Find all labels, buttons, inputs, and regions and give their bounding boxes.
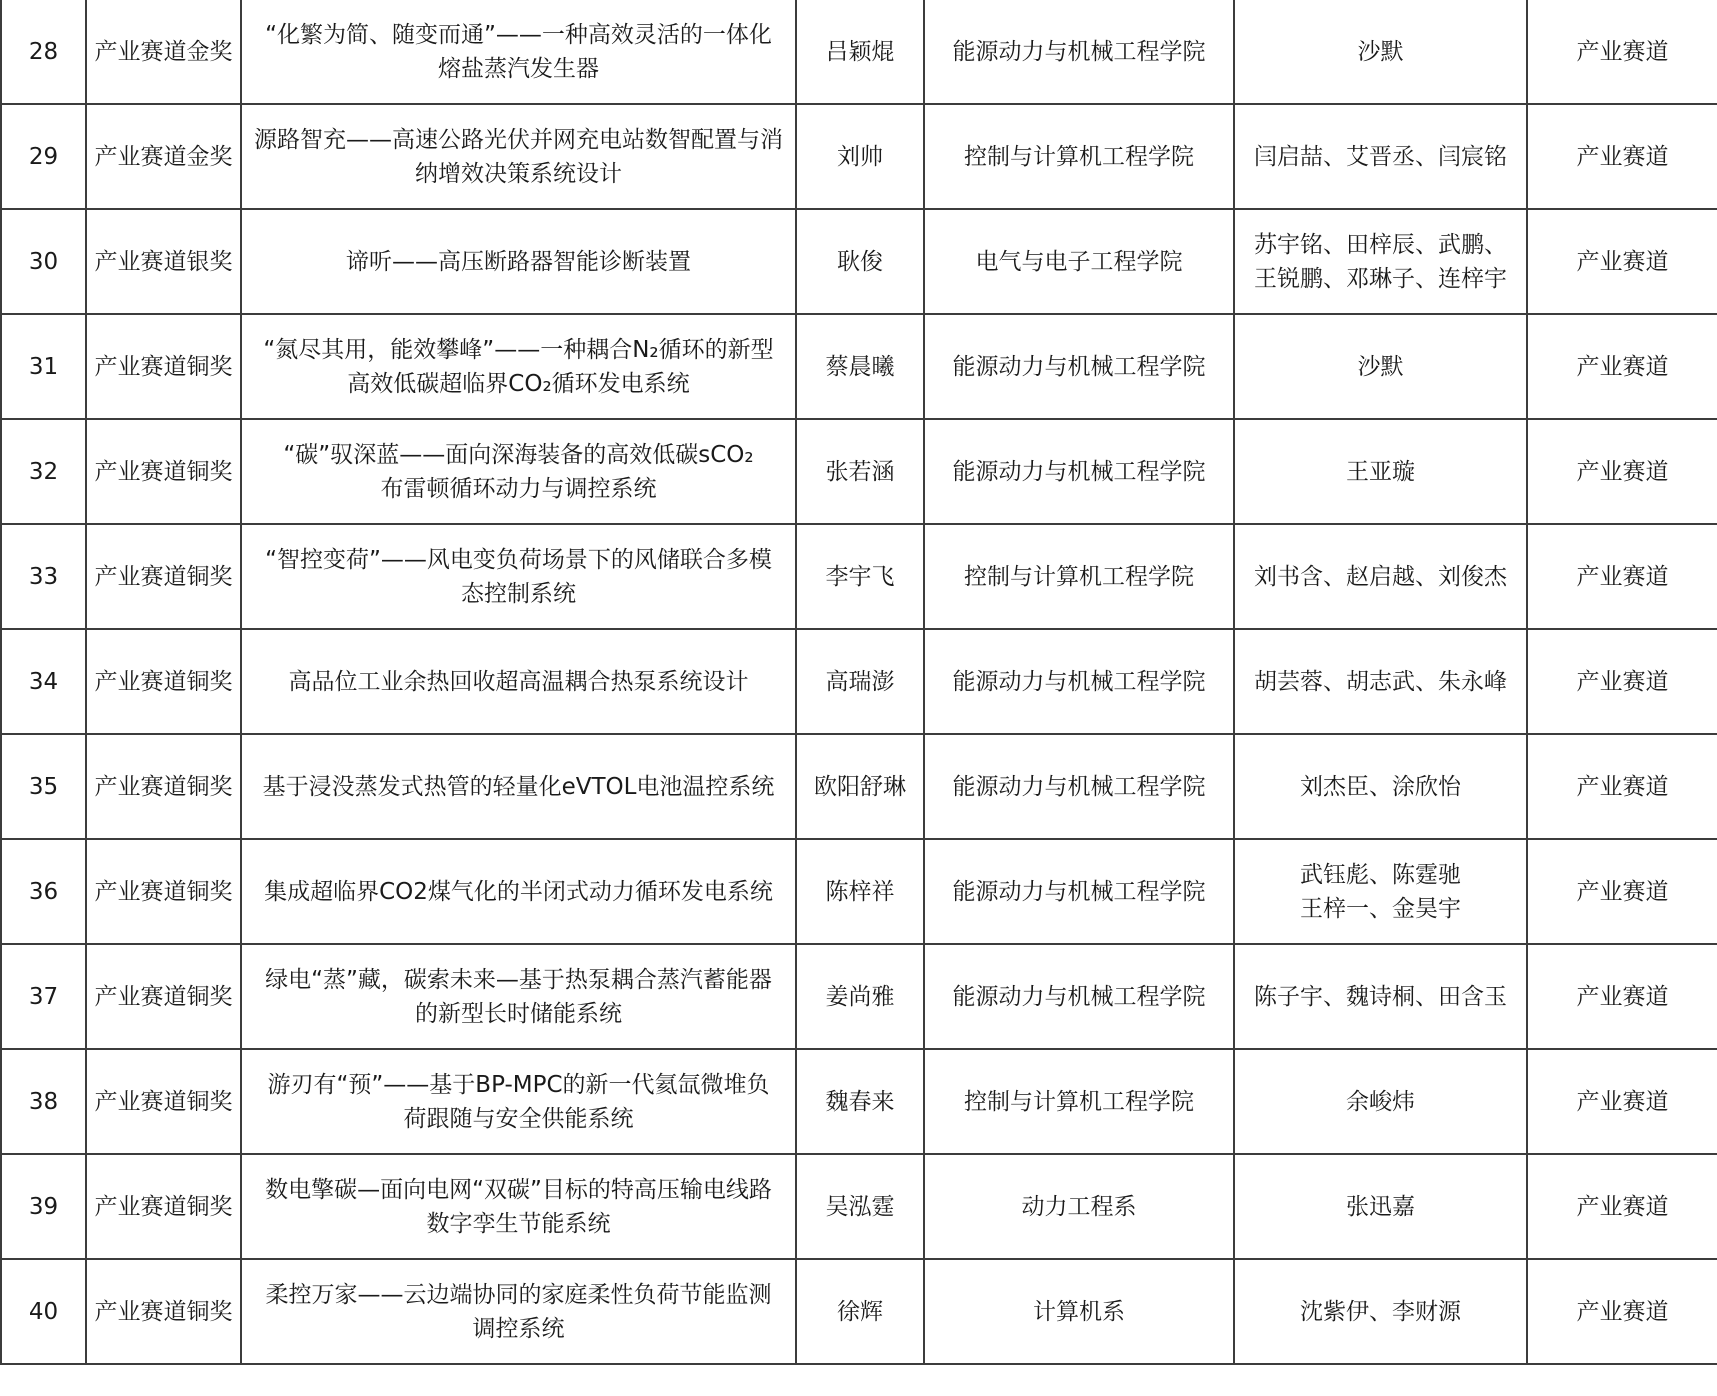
table-row — [1, 524, 1717, 629]
college-cell-text: 能源动力与机械工程学院 — [952, 668, 1206, 695]
project-title-cell — [241, 209, 796, 314]
award-level-cell — [86, 419, 241, 524]
project-title-cell — [241, 1154, 796, 1259]
project-title-cell-line: 基于浸没蒸发式热管的轻量化eVTOL电池温控系统 — [262, 773, 775, 800]
award-level-cell — [86, 1049, 241, 1154]
table-row — [1, 1154, 1717, 1259]
college-cell — [924, 209, 1234, 314]
college-cell — [924, 1154, 1234, 1259]
college-cell-text: 能源动力与机械工程学院 — [952, 983, 1206, 1010]
track-cell-text: 产业赛道 — [1576, 1193, 1669, 1220]
project-title-cell-line: 纳增效决策系统设计 — [415, 160, 622, 187]
leader-name-cell — [796, 0, 924, 104]
college-cell — [924, 524, 1234, 629]
leader-name-cell — [796, 419, 924, 524]
project-title-cell-line: “化繁为简、随变而通”——一种高效灵活的一体化 — [265, 21, 772, 48]
row-number-cell — [1, 524, 86, 629]
project-title-cell-line: 集成超临界CO2煤气化的半闭式动力循环发电系统 — [264, 878, 773, 905]
project-title-cell-line: 高效低碳超临界CO₂循环发电系统 — [347, 370, 690, 397]
project-title-cell-line: “氮尽其用，能效攀峰”——一种耦合N₂循环的新型 — [263, 336, 774, 363]
row-number-cell-text: 29 — [28, 143, 59, 170]
row-number-cell — [1, 1154, 86, 1259]
project-title-cell — [241, 734, 796, 839]
team-members-cell — [1234, 314, 1527, 419]
track-cell-text: 产业赛道 — [1576, 1088, 1669, 1115]
track-cell — [1527, 1259, 1717, 1364]
leader-name-cell-text: 刘帅 — [837, 143, 883, 170]
track-cell-text: 产业赛道 — [1576, 38, 1669, 65]
team-members-cell-line: 苏宇铭、田梓辰、武鹏、 — [1254, 231, 1507, 258]
leader-name-cell — [796, 209, 924, 314]
project-title-cell — [241, 0, 796, 104]
track-cell-text: 产业赛道 — [1576, 878, 1669, 905]
award-level-cell-text: 产业赛道金奖 — [94, 143, 233, 170]
track-cell — [1527, 104, 1717, 209]
leader-name-cell-text: 蔡晨曦 — [825, 353, 895, 380]
college-cell-text: 控制与计算机工程学院 — [964, 143, 1194, 170]
row-number-cell — [1, 1049, 86, 1154]
project-title-cell-line: 游刃有“预”——基于BP-MPC的新一代氦氙微堆负 — [267, 1071, 770, 1098]
college-cell — [924, 419, 1234, 524]
team-members-cell — [1234, 1049, 1527, 1154]
college-cell — [924, 314, 1234, 419]
leader-name-cell-text: 欧阳舒琳 — [814, 773, 906, 800]
team-members-cell-line: 王亚璇 — [1346, 458, 1415, 485]
project-title-cell-line: 源路智充——高速公路光伏并网充电站数智配置与消 — [254, 126, 783, 153]
leader-name-cell — [796, 629, 924, 734]
team-members-cell-line: 沈紫伊、李财源 — [1300, 1298, 1461, 1325]
project-title-cell-line: 柔控万家——云边端协同的家庭柔性负荷节能监测 — [265, 1281, 772, 1308]
college-cell — [924, 0, 1234, 104]
team-members-cell-line: 沙默 — [1357, 353, 1404, 380]
project-title-cell-line: 荷跟随与安全供能系统 — [403, 1105, 634, 1132]
award-level-cell-text: 产业赛道铜奖 — [94, 1298, 233, 1325]
award-level-cell-text: 产业赛道铜奖 — [94, 458, 233, 485]
leader-name-cell — [796, 1259, 924, 1364]
project-title-cell — [241, 944, 796, 1049]
project-title-cell — [241, 314, 796, 419]
row-number-cell — [1, 944, 86, 1049]
award-level-cell — [86, 104, 241, 209]
team-members-cell — [1234, 1154, 1527, 1259]
team-members-cell-line: 胡芸蓉、胡志武、朱永峰 — [1254, 668, 1507, 695]
row-number-cell — [1, 839, 86, 944]
track-cell — [1527, 629, 1717, 734]
award-level-cell-text: 产业赛道金奖 — [94, 38, 233, 65]
team-members-cell — [1234, 419, 1527, 524]
award-level-cell — [86, 1259, 241, 1364]
table-row — [1, 734, 1717, 839]
track-cell — [1527, 314, 1717, 419]
leader-name-cell-text: 魏春来 — [825, 1088, 895, 1115]
project-title-cell-line: 的新型长时储能系统 — [415, 1000, 622, 1027]
track-cell — [1527, 0, 1717, 104]
table-row — [1, 944, 1717, 1049]
leader-name-cell-text: 姜尚雅 — [825, 983, 895, 1010]
table-row — [1, 314, 1717, 419]
row-number-cell — [1, 314, 86, 419]
college-cell-text: 控制与计算机工程学院 — [964, 1088, 1194, 1115]
leader-name-cell-text: 张若涵 — [825, 458, 895, 485]
table-row — [1, 629, 1717, 734]
college-cell — [924, 734, 1234, 839]
row-number-cell-text: 38 — [28, 1088, 59, 1115]
college-cell — [924, 944, 1234, 1049]
college-cell — [924, 839, 1234, 944]
row-number-cell-text: 30 — [28, 248, 59, 275]
project-title-cell-line: 态控制系统 — [461, 580, 576, 607]
team-members-cell-line: 陈子宇、魏诗桐、田含玉 — [1254, 983, 1507, 1010]
track-cell — [1527, 524, 1717, 629]
leader-name-cell — [796, 1154, 924, 1259]
project-title-cell-line: “碳”驭深蓝——面向深海装备的高效低碳sCO₂ — [283, 441, 754, 468]
college-cell — [924, 1049, 1234, 1154]
college-cell-text: 控制与计算机工程学院 — [964, 563, 1194, 590]
row-number-cell-text: 39 — [28, 1193, 59, 1220]
project-title-cell-line: 数字孪生节能系统 — [426, 1210, 611, 1237]
track-cell — [1527, 944, 1717, 1049]
award-level-cell-text: 产业赛道铜奖 — [94, 353, 233, 380]
project-title-cell — [241, 1049, 796, 1154]
leader-name-cell-text: 吴泓霆 — [825, 1193, 895, 1220]
team-members-cell — [1234, 839, 1527, 944]
row-number-cell-text: 36 — [28, 878, 59, 905]
team-members-cell-line: 刘杰臣、涂欣怡 — [1300, 773, 1461, 800]
table-row — [1, 839, 1717, 944]
project-title-cell — [241, 419, 796, 524]
college-cell-text: 能源动力与机械工程学院 — [952, 878, 1206, 905]
award-level-cell-text: 产业赛道铜奖 — [94, 983, 233, 1010]
award-level-cell — [86, 734, 241, 839]
team-members-cell — [1234, 209, 1527, 314]
team-members-cell-line: 武钰彪、陈霆驰 — [1300, 861, 1461, 888]
project-title-cell — [241, 104, 796, 209]
project-title-cell — [241, 1259, 796, 1364]
team-members-cell — [1234, 629, 1527, 734]
track-cell — [1527, 1154, 1717, 1259]
track-cell-text: 产业赛道 — [1576, 668, 1669, 695]
leader-name-cell — [796, 734, 924, 839]
table-row — [1, 419, 1717, 524]
row-number-cell — [1, 209, 86, 314]
award-level-cell-text: 产业赛道铜奖 — [94, 773, 233, 800]
award-level-cell-text: 产业赛道铜奖 — [94, 1193, 233, 1220]
leader-name-cell-text: 耿俊 — [837, 248, 883, 275]
team-members-cell — [1234, 524, 1527, 629]
track-cell-text: 产业赛道 — [1576, 353, 1669, 380]
track-cell — [1527, 209, 1717, 314]
award-level-cell-text: 产业赛道银奖 — [94, 248, 233, 275]
leader-name-cell — [796, 104, 924, 209]
row-number-cell-text: 31 — [28, 353, 59, 380]
row-number-cell — [1, 629, 86, 734]
track-cell-text: 产业赛道 — [1576, 248, 1669, 275]
team-members-cell-line: 王锐鹏、邓琳子、连梓宇 — [1254, 265, 1507, 292]
track-cell — [1527, 419, 1717, 524]
award-level-cell — [86, 209, 241, 314]
leader-name-cell-text: 吕颖焜 — [825, 38, 895, 65]
college-cell — [924, 104, 1234, 209]
award-level-cell-text: 产业赛道铜奖 — [94, 668, 233, 695]
team-members-cell-line: 张迅嘉 — [1346, 1193, 1415, 1220]
track-cell-text: 产业赛道 — [1576, 458, 1669, 485]
project-title-cell — [241, 629, 796, 734]
row-number-cell — [1, 104, 86, 209]
project-title-cell-line: 调控系统 — [472, 1315, 565, 1342]
table-row — [1, 209, 1717, 314]
table-row — [1, 104, 1717, 209]
project-title-cell — [241, 524, 796, 629]
project-title-cell-line: “智控变荷”——风电变负荷场景下的风储联合多模 — [265, 546, 772, 573]
row-number-cell-text: 32 — [28, 458, 59, 485]
award-level-cell — [86, 629, 241, 734]
track-cell-text: 产业赛道 — [1576, 773, 1669, 800]
project-title-cell-line: 绿电“蒸”藏，碳索未来—基于热泵耦合蒸汽蓄能器 — [265, 966, 772, 993]
table-row — [1, 1259, 1717, 1364]
row-number-cell — [1, 0, 86, 104]
leader-name-cell — [796, 524, 924, 629]
college-cell — [924, 629, 1234, 734]
leader-name-cell — [796, 314, 924, 419]
project-title-cell-line: 高品位工业余热回收超高温耦合热泵系统设计 — [288, 668, 749, 695]
leader-name-cell-text: 徐辉 — [837, 1298, 883, 1325]
project-title-cell-line: 布雷顿循环动力与调控系统 — [380, 475, 657, 502]
table-row — [1, 1049, 1717, 1154]
team-members-cell-line: 沙默 — [1357, 38, 1404, 65]
team-members-cell-line: 闫启喆、艾晋丞、闫宸铭 — [1254, 143, 1507, 170]
award-level-cell — [86, 0, 241, 104]
leader-name-cell — [796, 839, 924, 944]
track-cell-text: 产业赛道 — [1576, 563, 1669, 590]
college-cell-text: 计算机系 — [1033, 1298, 1125, 1325]
team-members-cell — [1234, 0, 1527, 104]
track-cell-text: 产业赛道 — [1576, 983, 1669, 1010]
college-cell-text: 能源动力与机械工程学院 — [952, 353, 1206, 380]
college-cell-text: 电气与电子工程学院 — [975, 248, 1183, 275]
row-number-cell-text: 35 — [28, 773, 59, 800]
award-level-cell — [86, 839, 241, 944]
award-level-cell-text: 产业赛道铜奖 — [94, 1088, 233, 1115]
track-cell-text: 产业赛道 — [1576, 143, 1669, 170]
leader-name-cell — [796, 944, 924, 1049]
award-level-cell-text: 产业赛道铜奖 — [94, 563, 233, 590]
award-level-cell — [86, 1154, 241, 1259]
leader-name-cell-text: 陈梓祥 — [825, 878, 895, 905]
row-number-cell-text: 37 — [28, 983, 59, 1010]
project-title-cell-line: 熔盐蒸汽发生器 — [438, 55, 599, 82]
award-level-cell — [86, 944, 241, 1049]
track-cell — [1527, 1049, 1717, 1154]
leader-name-cell-text: 高瑞澎 — [825, 668, 895, 695]
team-members-cell — [1234, 734, 1527, 839]
college-cell-text: 动力工程系 — [1021, 1193, 1137, 1220]
college-cell-text: 能源动力与机械工程学院 — [952, 773, 1206, 800]
row-number-cell-text: 40 — [28, 1298, 59, 1325]
college-cell — [924, 1259, 1234, 1364]
team-members-cell — [1234, 1259, 1527, 1364]
award-table-body — [1, 0, 1717, 1364]
project-title-cell — [241, 839, 796, 944]
track-cell — [1527, 734, 1717, 839]
award-level-cell — [86, 524, 241, 629]
team-members-cell-line: 余峻炜 — [1346, 1088, 1415, 1115]
team-members-cell — [1234, 104, 1527, 209]
award-level-cell — [86, 314, 241, 419]
row-number-cell — [1, 734, 86, 839]
project-title-cell-line: 数电擎碳—面向电网“双碳”目标的特高压输电线路 — [265, 1176, 772, 1203]
track-cell — [1527, 839, 1717, 944]
row-number-cell-text: 33 — [28, 563, 59, 590]
leader-name-cell-text: 李宇飞 — [825, 563, 895, 590]
project-title-cell-line: 谛听——高压断路器智能诊断装置 — [346, 248, 691, 275]
table-row — [1, 0, 1717, 104]
team-members-cell-line: 刘书含、赵启越、刘俊杰 — [1254, 563, 1507, 590]
team-members-cell-line: 王梓一、金昊宇 — [1300, 895, 1461, 922]
college-cell-text: 能源动力与机械工程学院 — [952, 38, 1206, 65]
college-cell-text: 能源动力与机械工程学院 — [952, 458, 1206, 485]
award-level-cell-text: 产业赛道铜奖 — [94, 878, 233, 905]
row-number-cell — [1, 1259, 86, 1364]
row-number-cell-text: 34 — [28, 668, 59, 695]
row-number-cell — [1, 419, 86, 524]
team-members-cell — [1234, 944, 1527, 1049]
leader-name-cell — [796, 1049, 924, 1154]
track-cell-text: 产业赛道 — [1576, 1298, 1669, 1325]
row-number-cell-text: 28 — [28, 38, 59, 65]
